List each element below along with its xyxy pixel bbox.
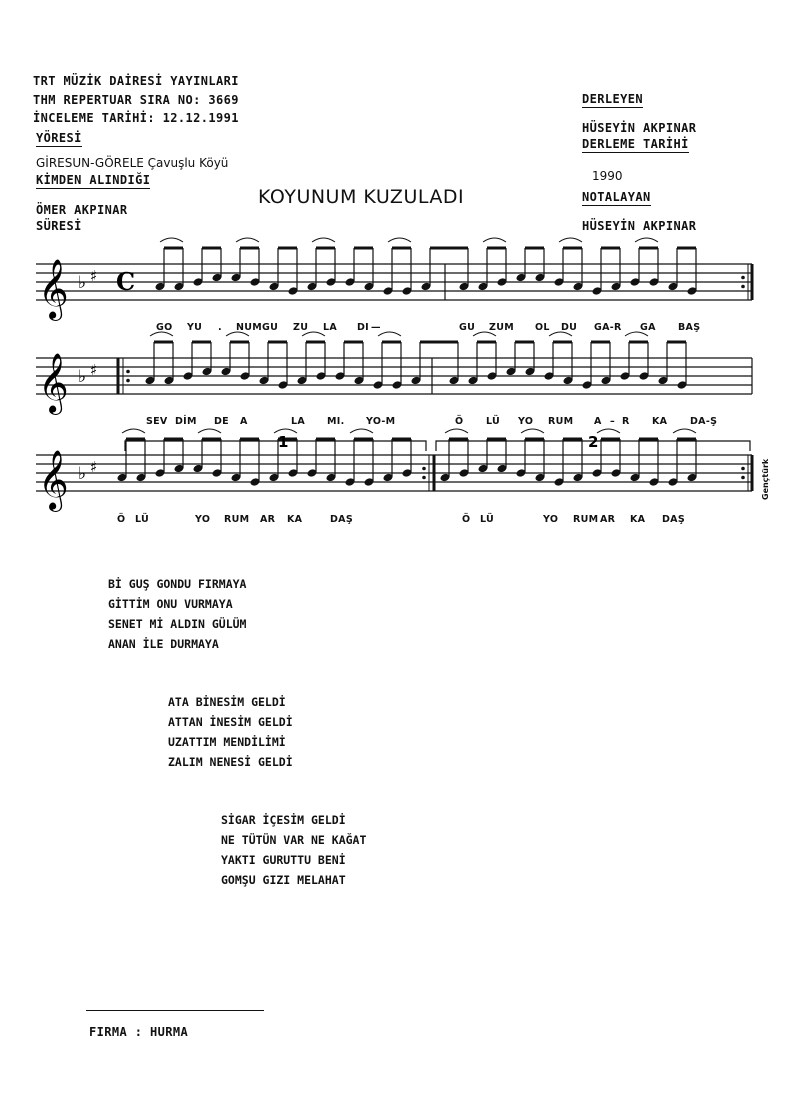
lyric-syllable: GA (640, 322, 656, 333)
repeat-dot (741, 476, 745, 480)
song-title: KOYUNUM KUZULADI (258, 186, 465, 208)
region-value: GİRESUN-GÖRELE Çavuşlu Köyü (36, 156, 229, 170)
sharp-icon: ♯ (90, 457, 98, 476)
slur (312, 238, 335, 242)
lyric-syllable: DA-Ş (690, 416, 718, 427)
slur (635, 238, 658, 242)
lyric-syllable: YU (187, 322, 203, 333)
treble-clef-icon: 𝄞 (38, 450, 69, 510)
lyric-syllable: KA (287, 514, 303, 525)
source-value: ÖMER AKPINAR (36, 203, 128, 217)
lyric-syllable: SEV (146, 416, 168, 427)
lyric-syllable: DİM (175, 416, 197, 427)
lyric-syllable: OL (535, 322, 550, 333)
slur (198, 429, 221, 433)
lyric-syllable: YO (518, 416, 534, 427)
slur (160, 238, 183, 242)
notation-value: HÜSEYİN AKPINAR (582, 219, 697, 233)
lyric-syllable: GO (156, 322, 173, 333)
lyric-syllable: YO (195, 514, 211, 525)
lyric-syllable: A (594, 416, 602, 427)
notation-label: NOTALAYAN (582, 190, 651, 204)
stanza-line: ZALIM NENESİ GELDİ (168, 755, 293, 769)
lyric-syllable: DAŞ (330, 514, 353, 525)
time-signature: C (116, 267, 136, 296)
lyric-syllable: DAŞ (662, 514, 685, 525)
slur (388, 238, 411, 242)
stanza-line: ATTAN İNESİM GELDİ (168, 715, 293, 729)
flat-icon: ♭ (78, 272, 87, 293)
lyric-syllable: Ö (462, 514, 471, 525)
lyric-syllable: ZUM (489, 322, 514, 333)
lyric-syllable: R (622, 416, 630, 427)
lyric-syllable: YO (543, 514, 559, 525)
stanza-line: SİGAR İÇESİM GELDİ (221, 813, 346, 827)
lyric-syllable: A (240, 416, 248, 427)
lyric-syllable: DU (561, 322, 578, 333)
stanza-3 (221, 810, 366, 890)
side-mark: Gençtürk (761, 458, 770, 500)
slur (597, 429, 620, 433)
lyric-syllable: GU (459, 322, 476, 333)
publisher-name: TRT MÜZİK DAİRESİ YAYINLARI (33, 74, 239, 88)
slur (445, 429, 468, 433)
repeat-dot (422, 467, 426, 471)
lyric-syllable: KA (652, 416, 668, 427)
repeat-dot (741, 276, 745, 280)
lyric-syllable: BAŞ (678, 322, 701, 333)
lyric-syllable: AR (260, 514, 276, 525)
repeat-dot (126, 379, 130, 383)
lyric-syllable: KA (630, 514, 646, 525)
repeat-dot (741, 285, 745, 289)
lyric-syllable: Ö (455, 416, 464, 427)
stanza-2 (168, 692, 293, 772)
lyric-syllable: RUM (224, 514, 250, 525)
slur (559, 238, 582, 242)
compile-date-label: DERLEME TARİHİ (582, 137, 689, 151)
lyric-syllable: AR (600, 514, 616, 525)
lyric-syllable: GA-R (594, 322, 622, 333)
flat-icon: ♭ (78, 463, 87, 484)
lyric-syllable: Ö (117, 514, 126, 525)
lyric-syllable: LÜ (486, 416, 501, 427)
lyric-syllable: ZU (293, 322, 309, 333)
volta-bracket-1 (125, 441, 426, 451)
stanza-line: YAKTI GURUTTU BENİ (221, 853, 346, 867)
repertoire-number: THM REPERTUAR SIRA NO: 3669 (33, 93, 239, 107)
slur (350, 429, 373, 433)
volta-2-label: 2 (588, 433, 599, 451)
slur (483, 238, 506, 242)
stanza-line: UZATTIM MENDİLİMİ (168, 735, 286, 749)
stanza-line: GİTTİM ONU VURMAYA (108, 597, 233, 611)
stanza-line: SENET Mİ ALDIN GÜLÜM (108, 617, 247, 631)
flat-icon: ♭ (78, 366, 87, 387)
lyric-syllable: — (371, 322, 381, 333)
review-date: İNCELEME TARİHİ: 12.12.1991 (33, 111, 239, 125)
signature-line (86, 1010, 264, 1011)
firm-text: FIRMA : HURMA (89, 1025, 189, 1039)
lyric-syllable: MI. (327, 416, 345, 427)
stanza-line: ATA BİNESİM GELDİ (168, 695, 286, 709)
lyric-syllable: LÜ (480, 514, 495, 525)
lyric-syllable: – (610, 416, 616, 427)
repeat-dot (741, 467, 745, 471)
compiler-value: HÜSEYİN AKPINAR (582, 121, 697, 135)
duration-label: SÜRESİ (36, 219, 82, 233)
stanza-line: NE TÜTÜN VAR NE KAĞAT (221, 833, 367, 847)
volta-1-label: 1 (278, 433, 289, 451)
repeat-dot (422, 476, 426, 480)
source-label: KİMDEN ALINDIĞI (36, 173, 151, 187)
lyric-syllable: LA (323, 322, 338, 333)
lyric-syllable: LÜ (135, 514, 150, 525)
slur (378, 332, 401, 336)
treble-clef-icon: 𝄞 (38, 353, 69, 413)
lyric-syllable: RUM (548, 416, 574, 427)
lyric-syllable: NUM (236, 322, 263, 333)
compiler-label: DERLEYEN (582, 92, 643, 106)
treble-clef-icon: 𝄞 (38, 259, 69, 319)
slur (521, 429, 544, 433)
lyric-syllable: . (218, 322, 222, 333)
slur (673, 429, 696, 433)
slur (236, 238, 259, 242)
lyric-syllable: DI (357, 322, 370, 333)
lyric-syllable: YO-M (366, 416, 396, 427)
lyric-syllable: GU (262, 322, 279, 333)
lyric-syllable: LA (291, 416, 306, 427)
region-label: YÖRESİ (36, 131, 82, 145)
stanza-line: ANAN İLE DURMAYA (108, 637, 219, 651)
compile-date-value: 1990 (592, 169, 623, 183)
stanza-line: Bİ GUŞ GONDU FIRMAYA (108, 577, 247, 591)
sharp-icon: ♯ (90, 266, 98, 285)
lyric-syllable: RUM (573, 514, 599, 525)
lyric-syllable: DE (214, 416, 229, 427)
repeat-dot (126, 370, 130, 374)
sharp-icon: ♯ (90, 360, 98, 379)
stanza-1 (108, 574, 246, 654)
stanza-line: GOMŞU GIZI MELAHAT (221, 873, 346, 887)
slur (122, 429, 145, 433)
